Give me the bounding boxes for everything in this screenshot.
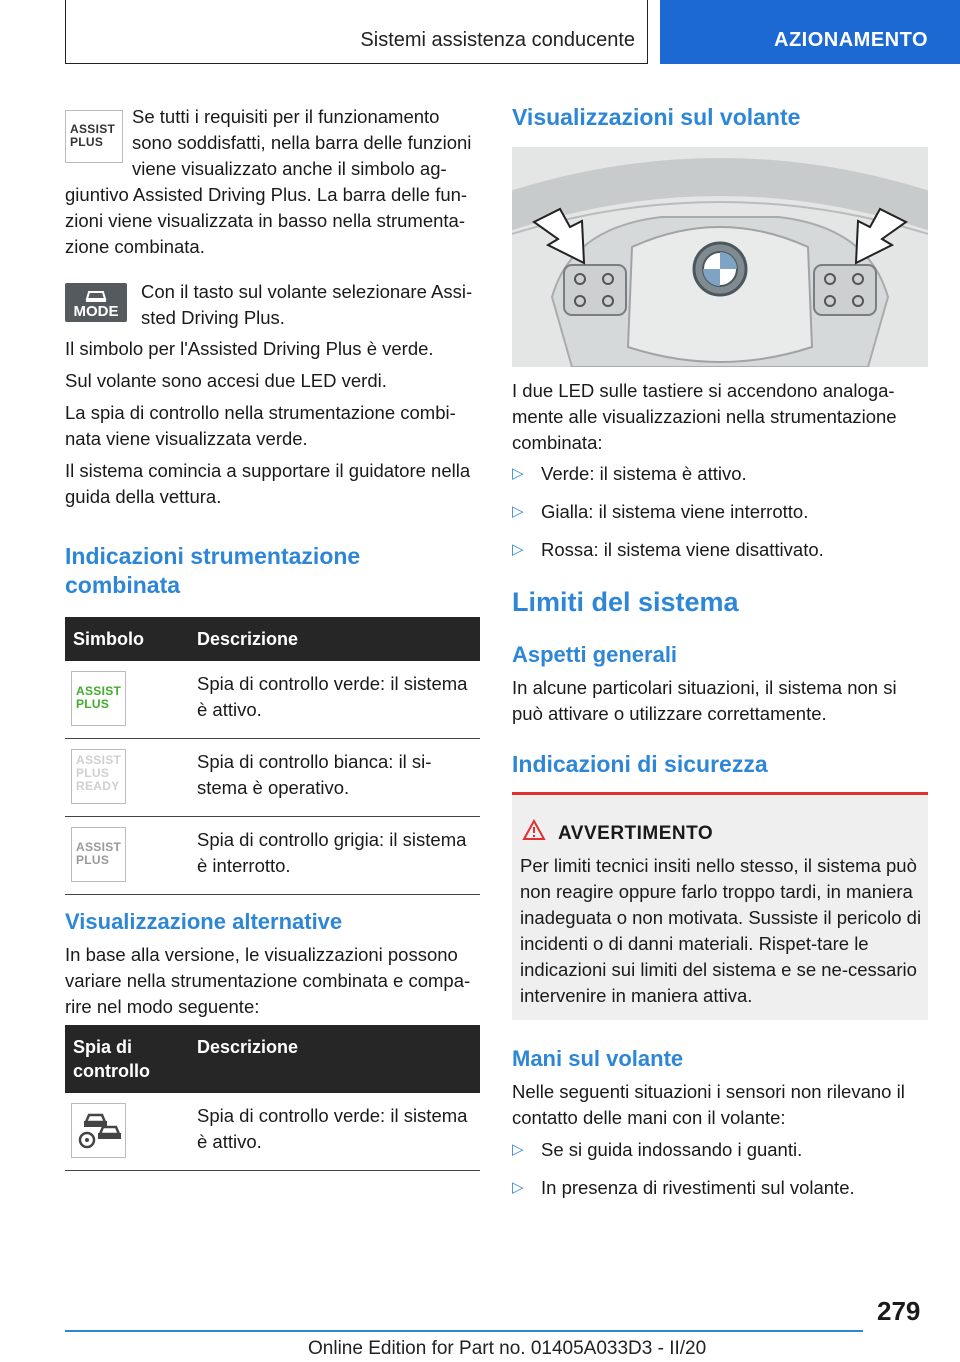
icon-text: PLUS: [76, 697, 110, 711]
intro-line-3: viene visualizzato anche il simbolo ag-: [132, 158, 447, 179]
footer-divider: [65, 1330, 863, 1332]
para-system-supports: Il sistema comincia a supportare il guidatore nella guida della vettura.: [65, 460, 471, 507]
icon-text: ASSIST: [76, 840, 122, 854]
heading-safety-notes: Indicazioni di sicurezza: [512, 751, 768, 777]
hands-on-wheel-text: Nelle seguenti situazioni i sensori non rilevano il contatto delle mani con il volante:: [512, 1081, 905, 1128]
table-row: [65, 661, 480, 739]
row-description: Spia di controllo verde: il sistema è attivo.: [189, 661, 480, 739]
mode-text: Con il tasto sul volante selezionare Assi-sted Driving Plus.: [141, 281, 473, 328]
table1-header-symbol: Simbolo: [65, 617, 189, 661]
heading-system-limits: Limiti del sistema: [512, 587, 739, 617]
assist-plus-ready-white-icon: [71, 749, 126, 804]
general-aspects-text: In alcune particolari situazioni, il sistema non si può attivare o utilizzare correttamente.: [512, 677, 897, 724]
list-item-text: Se si guida indossando i guanti.: [541, 1139, 803, 1160]
steering-wheel-icon: [72, 1104, 125, 1157]
list-item-text: In presenza di rivestimenti sul volante.: [541, 1177, 855, 1198]
list-item: [512, 499, 928, 525]
heading-steering-wheel-displays: Visualizzazioni sul volante: [512, 104, 801, 130]
triangle-bullet-icon: ▷: [512, 465, 524, 482]
list-item: [512, 1175, 928, 1201]
led-states-list: [512, 461, 928, 575]
assist-plus-icon: [65, 110, 123, 163]
page-number: 279: [877, 1296, 921, 1326]
steering-wheel-illustration: [512, 147, 928, 367]
table2-header-description: Descrizione: [189, 1025, 480, 1093]
car-icon: [65, 284, 127, 304]
symbol-table: [65, 617, 480, 895]
hands-conditions-list: [512, 1137, 928, 1213]
heading-cluster-indications: Indicazioni strumentazione combinata: [65, 543, 361, 598]
icon-text: PLUS: [76, 853, 110, 867]
para-symbol-green: Il simbolo per l'Assisted Driving Plus è verde.: [65, 338, 434, 359]
assist-plus-grey-icon: [71, 827, 126, 882]
intro-line-2: sono soddisfatti, nella barra delle funzioni: [132, 132, 472, 153]
triangle-bullet-icon: ▷: [512, 1179, 524, 1196]
warning-title: AVVERTIMENTO: [558, 823, 714, 844]
table2-header-indicator: Spia di controllo: [65, 1025, 189, 1093]
table-row: [65, 817, 480, 895]
header-chapter-tab[interactable]: [660, 0, 960, 64]
table-row: [65, 1093, 480, 1171]
triangle-bullet-icon: ▷: [512, 1141, 524, 1158]
list-item-text: Verde: il sistema è attivo.: [541, 463, 747, 484]
icon-text: READY: [76, 779, 120, 793]
heading-general-aspects: Aspetti generali: [512, 642, 678, 667]
header-chapter-title: AZIONAMENTO: [774, 29, 929, 51]
row-description: Spia di controllo bianca: il si-stema è operativo.: [189, 739, 480, 817]
icon-text: ASSIST: [76, 753, 122, 767]
icon-text: ASSIST: [76, 684, 122, 698]
list-item-text: Rossa: il sistema viene disattivato.: [541, 539, 824, 560]
wheel-leds-text: I due LED sulle tastiere si accendono analoga-mente alle visualizzazioni nella strumentazione combinata:: [512, 380, 897, 453]
header-section-box: [65, 0, 648, 64]
heading-hands-on-wheel: Mani sul volante: [512, 1046, 684, 1071]
warning-box: [512, 792, 928, 1020]
steering-wheel-image: [512, 147, 928, 367]
para-indicator-green: La spia di controllo nella strumentazione combi-nata viene visualizzata verde.: [65, 402, 456, 449]
triangle-bullet-icon: ▷: [512, 541, 524, 558]
mode-button-icon: [65, 283, 127, 322]
list-item: [512, 1137, 928, 1163]
row-description: Spia di controllo grigia: il sistema è interrotto.: [189, 817, 480, 895]
table-row: [65, 739, 480, 817]
intro-text-block: [132, 104, 482, 182]
assist-icon-line2: PLUS: [70, 135, 104, 149]
icon-text: PLUS: [76, 766, 110, 780]
alt-display-text: In base alla versione, le visualizzazioni possono variare nella strumentazione combinata e compa-rire nel modo seguente:: [65, 944, 471, 1017]
heading-alternative-display: Visualizzazione alternative: [65, 909, 343, 934]
intro-line-1: Se tutti i requisiti per il funzionamento: [132, 106, 440, 127]
intro-text-continued: giuntivo Assisted Driving Plus. La barra delle fun-zioni viene visualizzata in basso nella strumenta-zione combinata.: [65, 184, 468, 257]
para-leds-green: Sul volante sono accesi due LED verdi.: [65, 370, 387, 391]
warning-triangle-icon: [522, 819, 546, 841]
list-item: [512, 537, 928, 563]
warning-text: Per limiti tecnici insiti nello stesso, il sistema può non reagire oppure farlo troppo tardi, in maniera inadeguata o non motivata. Sussiste il pericolo di incidenti o di danni materiali. Rispet-tare le indicazioni sui limiti del sistema e se ne-cessario intervenire in maniera attiva.: [520, 855, 922, 1006]
triangle-bullet-icon: ▷: [512, 503, 524, 520]
list-item: [512, 461, 928, 487]
header-section-title: Sistemi assistenza conducente: [360, 29, 635, 51]
list-item-text: Gialla: il sistema viene interrotto.: [541, 501, 809, 522]
table1-header-description: Descrizione: [189, 617, 480, 661]
indicator-table: [65, 1025, 480, 1171]
assist-plus-green-icon: [71, 671, 126, 726]
row-description: Spia di controllo verde: il sistema è attivo.: [189, 1093, 480, 1171]
hands-on-wheel-car-icon: [71, 1103, 126, 1158]
footer-edition-text: Online Edition for Part no. 01405A033D3 - II/20: [308, 1338, 707, 1359]
mode-icon-label: MODE: [73, 303, 119, 320]
assist-icon-line1: ASSIST: [70, 122, 116, 136]
